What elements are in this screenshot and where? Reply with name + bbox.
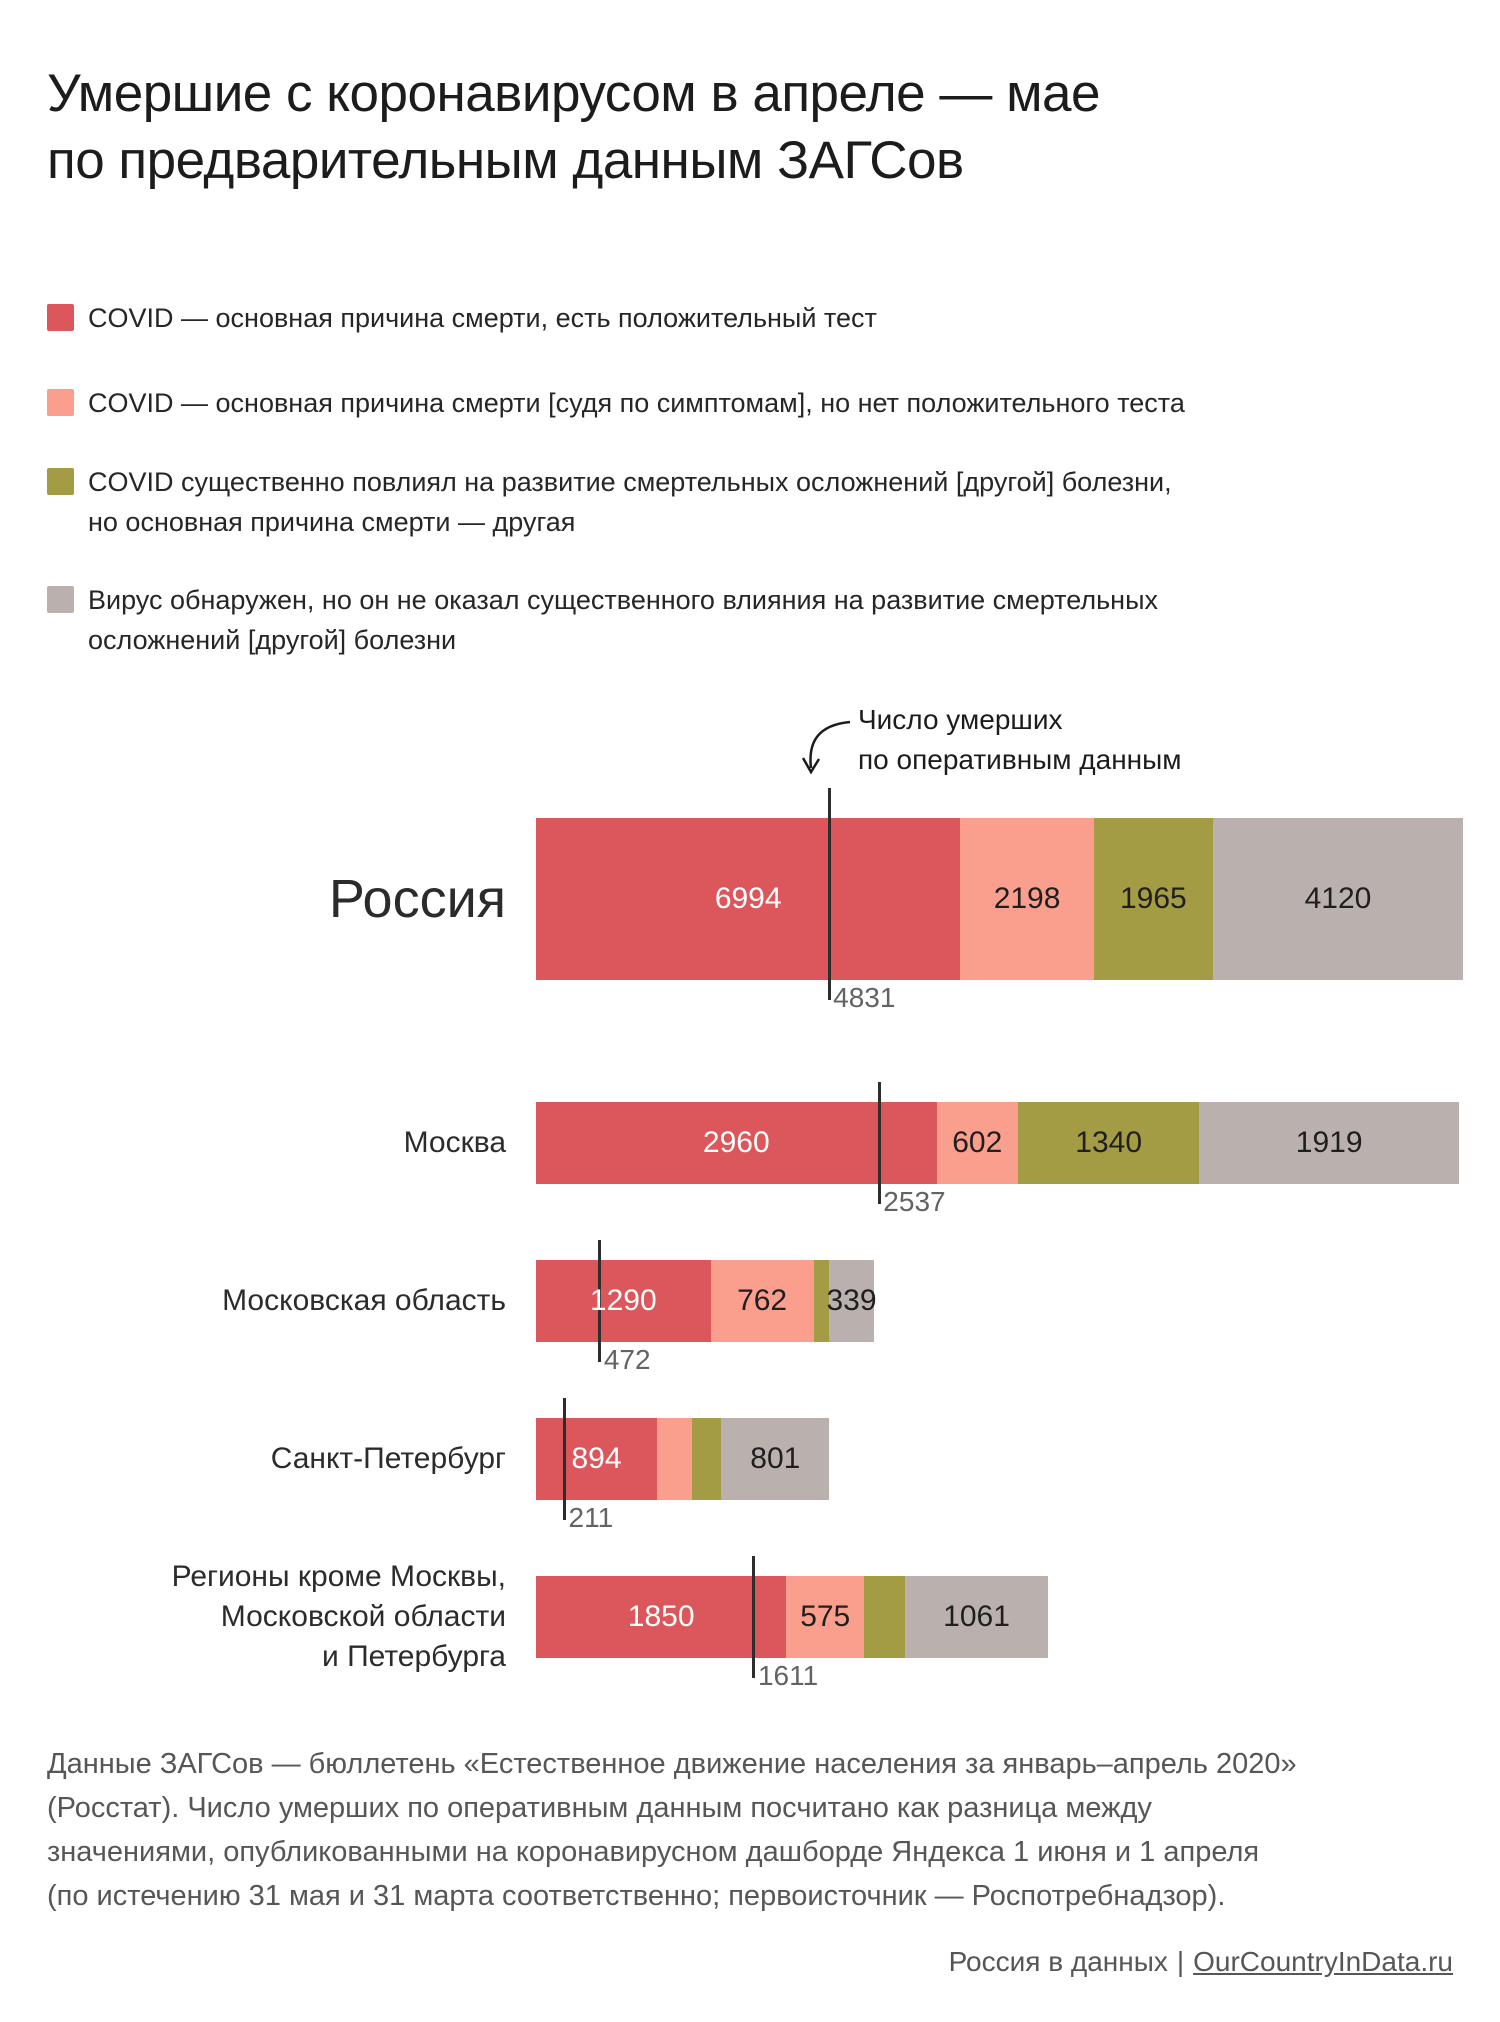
legend-label-contributed: COVID существенно повлиял на развитие смертельных осложнений [другой] болезни, но основная причина смерти — другая	[88, 467, 1172, 537]
bar-segment-contributed	[864, 1576, 905, 1658]
bar-segment-confirmed	[536, 1102, 937, 1184]
segment-value-label: 2198	[993, 882, 1061, 915]
legend-label-confirmed: COVID — основная причина смерти, есть положительный тест	[88, 303, 877, 333]
segment-value-label: 1919	[1295, 1126, 1363, 1159]
footer-note-line: (Росстат). Число умерших по оперативным данным посчитано как разница между	[47, 1792, 1152, 1824]
segment-value-label: 1061	[943, 1600, 1010, 1633]
bar-segment-incidental	[826, 1260, 877, 1342]
footer-note-line: значениями, опубликованными на коронавирусном дашборде Яндекса 1 июня и 1 апреля	[47, 1836, 1260, 1868]
segment-value-label: 1850	[627, 1600, 695, 1633]
row-label: Московская область	[222, 1284, 506, 1317]
operational-marker-line	[878, 1082, 881, 1204]
bar-segment-confirmed	[536, 1418, 657, 1500]
segment-value-label: 4120	[1304, 882, 1372, 915]
bar-segment-incidental	[721, 1418, 829, 1500]
operational-marker-line	[563, 1398, 566, 1520]
bar-segment-suspected	[657, 1418, 692, 1500]
bar-segment-incidental	[1213, 818, 1463, 980]
annotation-line-1: Число умерших	[858, 704, 1063, 735]
bar-segment-contributed	[1018, 1102, 1199, 1184]
chart-title-line-1: Умершие с коронавирусом в апреле — мае	[47, 64, 1100, 123]
row-label: Санкт-Петербург	[270, 1442, 506, 1475]
segment-value-label: 801	[750, 1442, 801, 1475]
bar-segment-incidental	[905, 1576, 1049, 1658]
operational-marker-value: 4831	[833, 982, 896, 1013]
segment-value-label: 6994	[714, 882, 782, 915]
bar-segment-suspected	[937, 1102, 1018, 1184]
annotation-line-2: по оперативным данным	[858, 744, 1182, 775]
footer-note-line: (по истечению 31 мая и 31 марта соответственно; первоисточник — Роспотребнадзор).	[47, 1880, 1226, 1912]
footer-note-line: Данные ЗАГСов — бюллетень «Естественное движение населения за январь–апрель 2020»	[47, 1748, 1297, 1780]
bar-segment-confirmed	[536, 818, 960, 980]
segment-value-label: 1965	[1119, 882, 1187, 915]
segment-value-label: 602	[952, 1126, 1003, 1159]
bar-segment-suspected	[786, 1576, 864, 1658]
segment-value-label: 575	[800, 1600, 851, 1633]
segment-value-label: 1340	[1075, 1126, 1143, 1159]
operational-marker-value: 2537	[883, 1186, 946, 1217]
segment-value-label: 762	[737, 1284, 788, 1317]
operational-marker-value: 211	[568, 1502, 614, 1533]
row-label: Москва	[403, 1126, 506, 1159]
segment-value-label: 1290	[589, 1284, 657, 1317]
legend-label-suspected: COVID — основная причина смерти [судя по симптомам], но нет положительного теста	[88, 388, 1185, 418]
bar-segment-contributed	[1094, 818, 1213, 980]
source-separator: |	[1176, 1946, 1185, 1977]
bar-segment-confirmed	[536, 1260, 711, 1342]
bar-segment-suspected	[711, 1260, 814, 1342]
bar-segment-incidental	[1199, 1102, 1459, 1184]
chart-title-line-2: по предварительным данным ЗАГСов	[47, 131, 964, 190]
bar-segment-confirmed	[536, 1576, 786, 1658]
operational-marker-value: 1611	[757, 1660, 819, 1691]
bar-segment-suspected	[960, 818, 1093, 980]
operational-marker-value: 472	[603, 1344, 651, 1375]
row-label: Россия	[328, 869, 506, 929]
legend-label-incidental: Вирус обнаружен, но он не оказал существенного влияния на развитие смертельных осложнений [другой] болезни	[88, 585, 1158, 655]
segment-value-label: 2960	[702, 1126, 770, 1159]
source-link[interactable]: OurCountryInData.ru	[1193, 1946, 1453, 1977]
operational-marker-line	[828, 788, 831, 1000]
row-label: Регионы кроме Москвы, Московской области и Петербурга	[171, 1560, 506, 1673]
source-brand: Россия в данных	[948, 1946, 1168, 1977]
footer-note	[47, 1742, 1297, 1918]
source-line	[949, 1946, 1453, 1978]
segment-value-label: 894	[571, 1442, 622, 1475]
operational-marker-line	[752, 1556, 755, 1678]
segment-value-label: 339	[826, 1284, 877, 1317]
bar-segment-contributed	[692, 1418, 721, 1500]
